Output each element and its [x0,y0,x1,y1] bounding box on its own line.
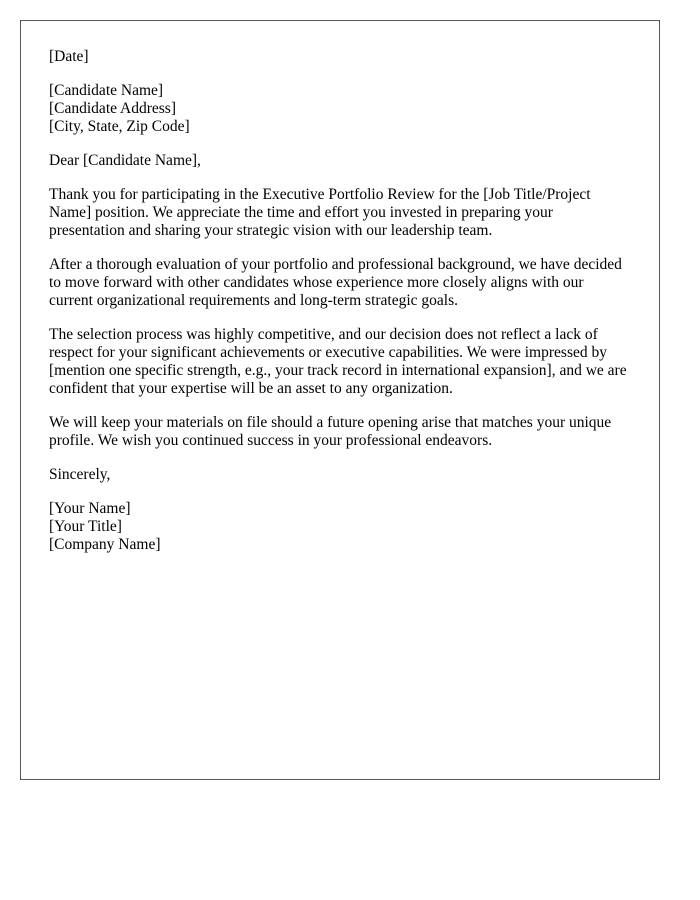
salutation: Dear [Candidate Name], [49,152,201,169]
letter-date: [Date] [49,48,89,65]
signature-block [49,500,631,554]
closing: Sincerely, [49,466,111,483]
body-paragraph-1: Thank you for participating in the Executive Portfolio Review for the [Job Title/Project Name] position. We appreciate the time and effort you invested in preparing your presentation and sharing your strategic vision with our leadership team. [49,186,591,239]
recipient-address: [Candidate Address] [49,100,176,117]
recipient-address-block [49,82,631,136]
date-block [49,48,631,66]
signature-title: [Your Title] [49,518,122,535]
body-paragraph-3: The selection process was highly competitive, and our decision does not reflect a lack of respect for your significant achievements or executive capabilities. We were impressed by [mention one specific strength, e.g., your track record in international expansion], and we are confident that your expertise will be an asset to any organization. [49,326,627,397]
body-paragraph-2: After a thorough evaluation of your portfolio and professional background, we have decided to move forward with other candidates whose experience more closely aligns with our current organizational requirements and long-term strategic goals. [49,256,622,309]
recipient-name: [Candidate Name] [49,82,164,99]
body-paragraph-4: We will keep your materials on file should a future opening arise that matches your unique profile. We wish you continued success in your professional endeavors. [49,414,612,449]
letter-page [20,20,660,780]
recipient-city-state-zip: [City, State, Zip Code] [49,118,190,135]
signature-company: [Company Name] [49,536,161,553]
signature-name: [Your Name] [49,500,131,517]
